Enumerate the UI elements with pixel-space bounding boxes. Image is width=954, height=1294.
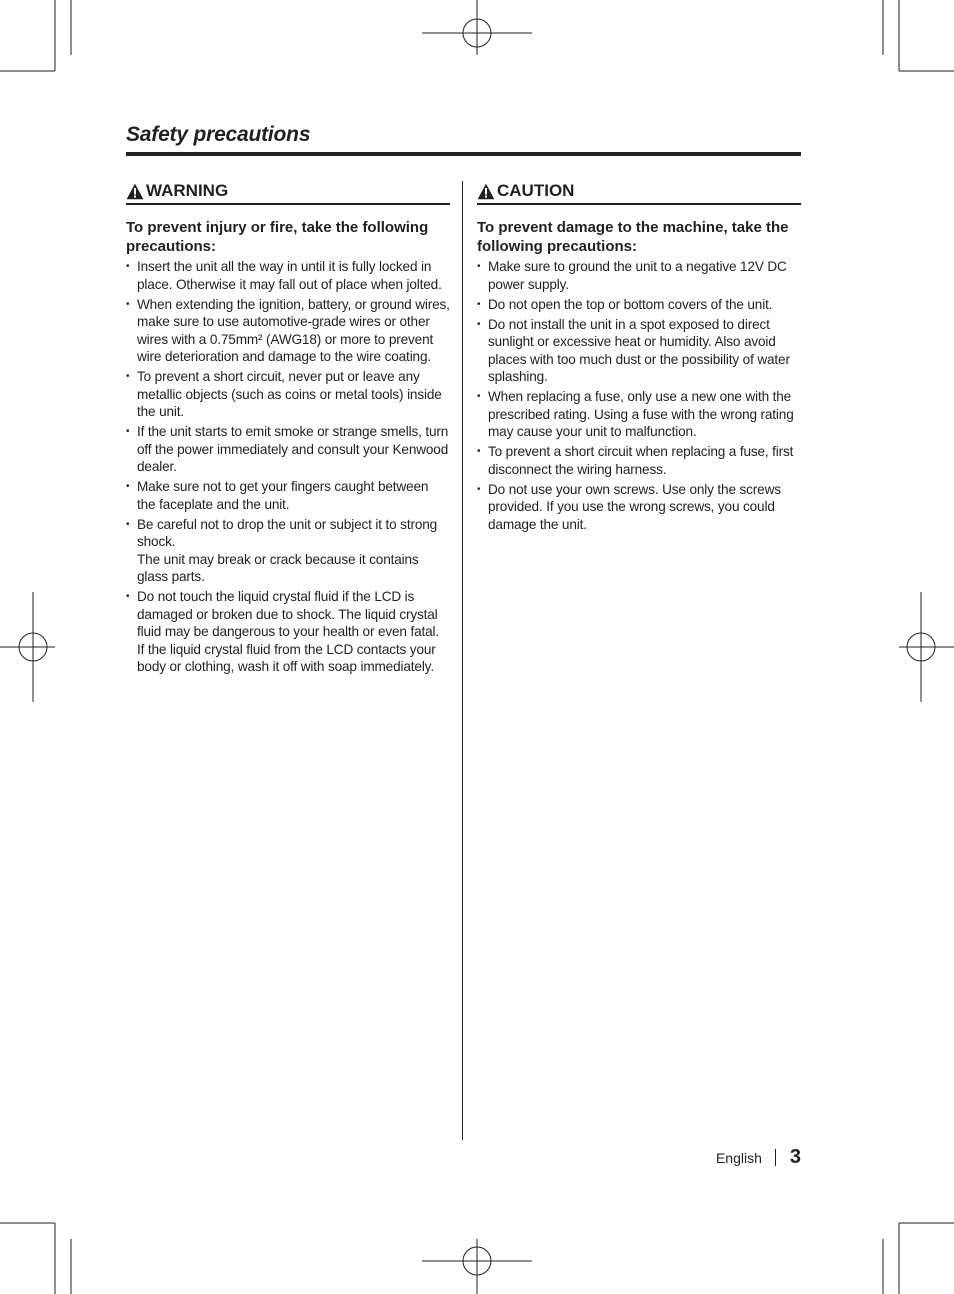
caution-heading-label: CAUTION (497, 181, 575, 200)
list-item: • To prevent a short circuit when replacing a fuse, first disconnect the wiring harness. (477, 443, 801, 478)
title-rule (126, 152, 801, 156)
list-item: • When replacing a fuse, only use a new one with the prescribed rating. Using a fuse with the wrong rating may cause your unit to malfunction. (477, 388, 801, 441)
list-item: • Do not open the top or bottom covers of the unit. (477, 296, 801, 314)
page-number: 3 (789, 1146, 801, 1168)
warning-triangle-icon (126, 183, 144, 200)
list-item: • When extending the ignition, battery, or ground wires, make sure to use automotive-grade wires or other wires with a 0.75mm² (AWG18) or more to prevent wire deterioration and damage to the wire coating. (126, 296, 450, 366)
caution-subheading: To prevent damage to the machine, take the following precautions: (477, 219, 789, 255)
footer-separator (775, 1149, 776, 1166)
caution-section (477, 181, 801, 536)
page-footer (716, 1146, 801, 1169)
column-divider (462, 181, 463, 1140)
list-item: • Make sure not to get your fingers caught between the faceplate and the unit. (126, 478, 450, 513)
list-item: • Make sure to ground the unit to a negative 12V DC power supply. (477, 258, 801, 293)
warning-subheading: To prevent injury or fire, take the following precautions: (126, 219, 429, 255)
list-item: • Do not install the unit in a spot exposed to direct sunlight or excessive heat or humidity. Also avoid places with too much dust or the possibility of water splashing. (477, 316, 801, 386)
list-item: • Do not touch the liquid crystal fluid if the LCD is damaged or broken due to shock. The liquid crystal fluid may be dangerous to your health or even fatal. If the liquid crystal fluid from the LCD contacts your body or clothing, wash it off with soap immediately. (126, 588, 450, 676)
warning-heading-label: WARNING (146, 181, 229, 200)
list-item: • To prevent a short circuit, never put or leave any metallic objects (such as coins or metal tools) inside the unit. (126, 368, 450, 421)
warning-list (126, 258, 450, 676)
page-title: Safety precautions (126, 123, 311, 146)
caution-heading (477, 181, 801, 205)
list-item: • Do not use your own screws. Use only the screws provided. If you use the wrong screws, you could damage the unit. (477, 481, 801, 534)
list-item: • Be careful not to drop the unit or subject it to strong shock. The unit may break or crack because it contains glass parts. (126, 516, 450, 586)
warning-section (126, 181, 450, 678)
caution-list (477, 258, 801, 533)
caution-triangle-icon (477, 183, 495, 200)
list-item: • Insert the unit all the way in until it is fully locked in place. Otherwise it may fall out of place when jolted. (126, 258, 450, 293)
warning-heading (126, 181, 450, 205)
list-item: • If the unit starts to emit smoke or strange smells, turn off the power immediately and consult your Kenwood dealer. (126, 423, 450, 476)
footer-language: English (715, 1149, 762, 1166)
